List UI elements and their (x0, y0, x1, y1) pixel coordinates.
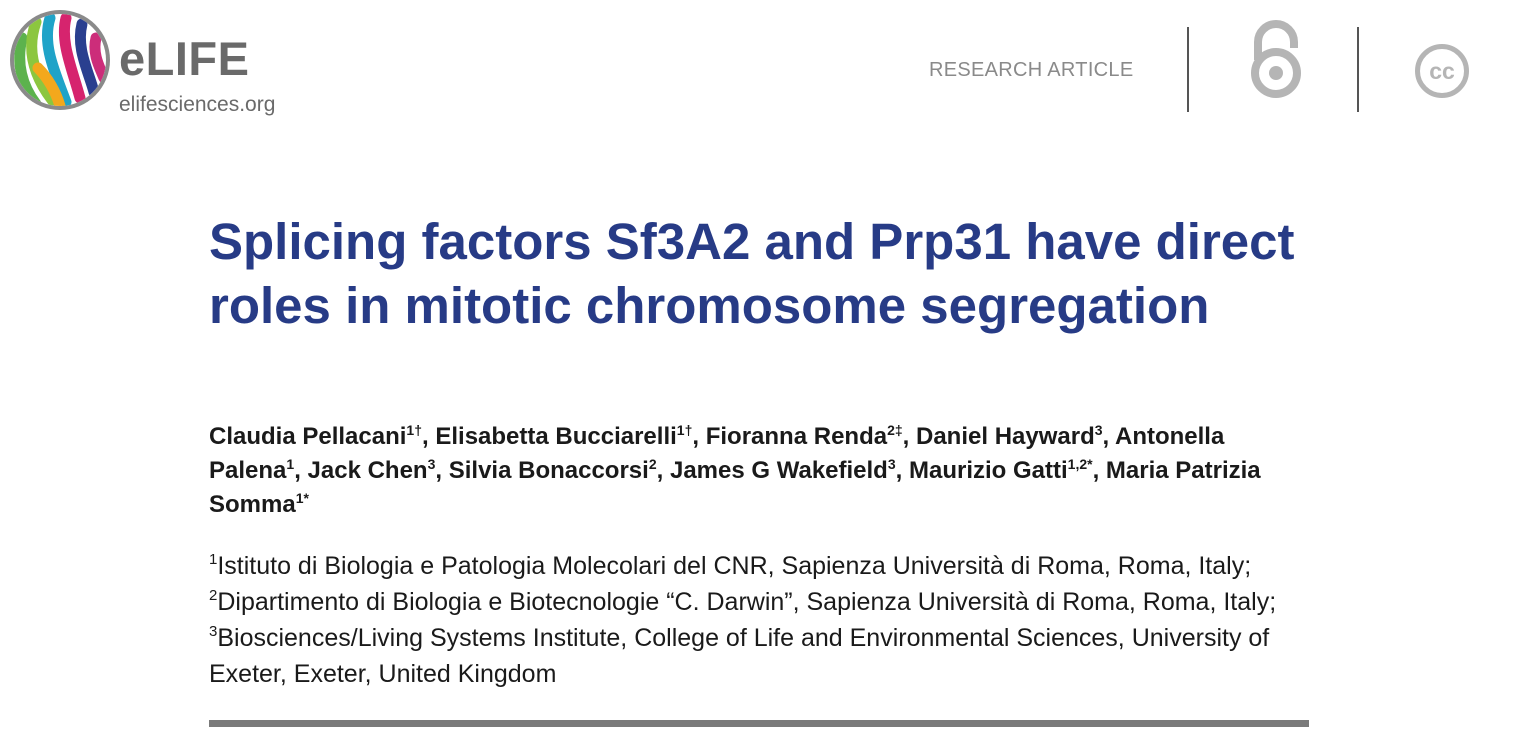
creative-commons-icon[interactable] (1414, 43, 1470, 99)
article-title: Splicing factors Sf3A2 and Prp31 have direct roles in mitotic chromosome segregation (209, 213, 1295, 334)
site-domain[interactable]: elifesciences.org (119, 93, 276, 116)
author-affiliation-marker: 3 (887, 456, 896, 472)
affiliation-text: Istituto di Biologia e Patologia Molecolari del CNR, Sapienza Università di Roma, Roma, Italy (217, 552, 1245, 580)
author-affiliation-marker: 1* (295, 490, 309, 506)
author-name[interactable]: Elisabetta Bucciarelli (435, 423, 677, 450)
author-name[interactable]: Silvia Bonaccorsi (448, 457, 649, 484)
section-rule (209, 720, 1309, 727)
author-affiliation-marker: 2 (648, 456, 657, 472)
author-name[interactable]: Daniel Hayward (916, 423, 1095, 450)
svg-text:cc: cc (1429, 58, 1455, 84)
open-access-icon[interactable] (1249, 18, 1303, 98)
affiliation-text: Dipartimento di Biologia e Biotecnologie “C. Darwin”, Sapienza Università di Roma, Roma, Italy (217, 588, 1270, 616)
author-affiliation-marker: 1† (676, 422, 693, 438)
article-type-label: RESEARCH ARTICLE (929, 59, 1134, 81)
author-affiliation-marker: 1 (286, 456, 295, 472)
author-name[interactable]: Fioranna Renda (705, 423, 888, 450)
author-name[interactable]: Maurizio Gatti (908, 457, 1068, 484)
author-name[interactable]: James G Wakefield (669, 457, 888, 484)
author-affiliation-marker: 3 (427, 456, 436, 472)
author-affiliation-marker: 2‡ (887, 422, 903, 438)
elife-logo-icon[interactable] (8, 8, 112, 112)
author-affiliation-marker: 1† (406, 422, 422, 438)
author-affiliation-marker: 1,2* (1067, 456, 1093, 472)
affiliation-number: 3 (209, 623, 218, 640)
author-name[interactable]: Maria Patrizia Somma (209, 457, 1261, 518)
affiliation-number: 1 (209, 551, 218, 568)
author-name[interactable]: Jack Chen (307, 457, 428, 484)
brand-name: eLIFE (119, 32, 250, 85)
affiliation-text: Biosciences/Living Systems Institute, College of Life and Environmental Sciences, University of Exeter, Exeter, United Kingdom (209, 624, 1270, 688)
author-list: Claudia Pellacani$^{1\dagger}$, Elisabetta Bucciarelli$^{1\dagger}$, Fioranna Renda$^{2\ddagger}$, Daniel Hayward$^3$, Antonella Palena$^1$, Jack Chen$^3$, Silvia Bonaccorsi$^2$, James G Wakefield$^3$, Maurizio Gatti$^{1,2*}$, Maria Patrizia Somma$^{1*}$ (209, 422, 1261, 518)
author-name[interactable]: Antonella Palena (209, 423, 1225, 484)
affiliation-list: $^1$Istituto di Biologia e Patologia Molecolari del CNR, Sapienza Università di Roma, Roma, Italy; $^2$Dipartimento di Biologia e Biotecnologie “C. Darwin”, Sapienza Università di Roma, Roma, Italy; $^3$Biosciences/Living Systems Institute, College of Life and Environmental Sciences, University of Exeter, Exeter, United Kingdom (209, 551, 1277, 688)
header-divider (1187, 27, 1189, 112)
author-name[interactable]: Claudia Pellacani (209, 423, 407, 450)
author-affiliation-marker: 3 (1094, 422, 1103, 438)
affiliation-number: 2 (209, 587, 218, 604)
header-divider (1357, 27, 1359, 112)
